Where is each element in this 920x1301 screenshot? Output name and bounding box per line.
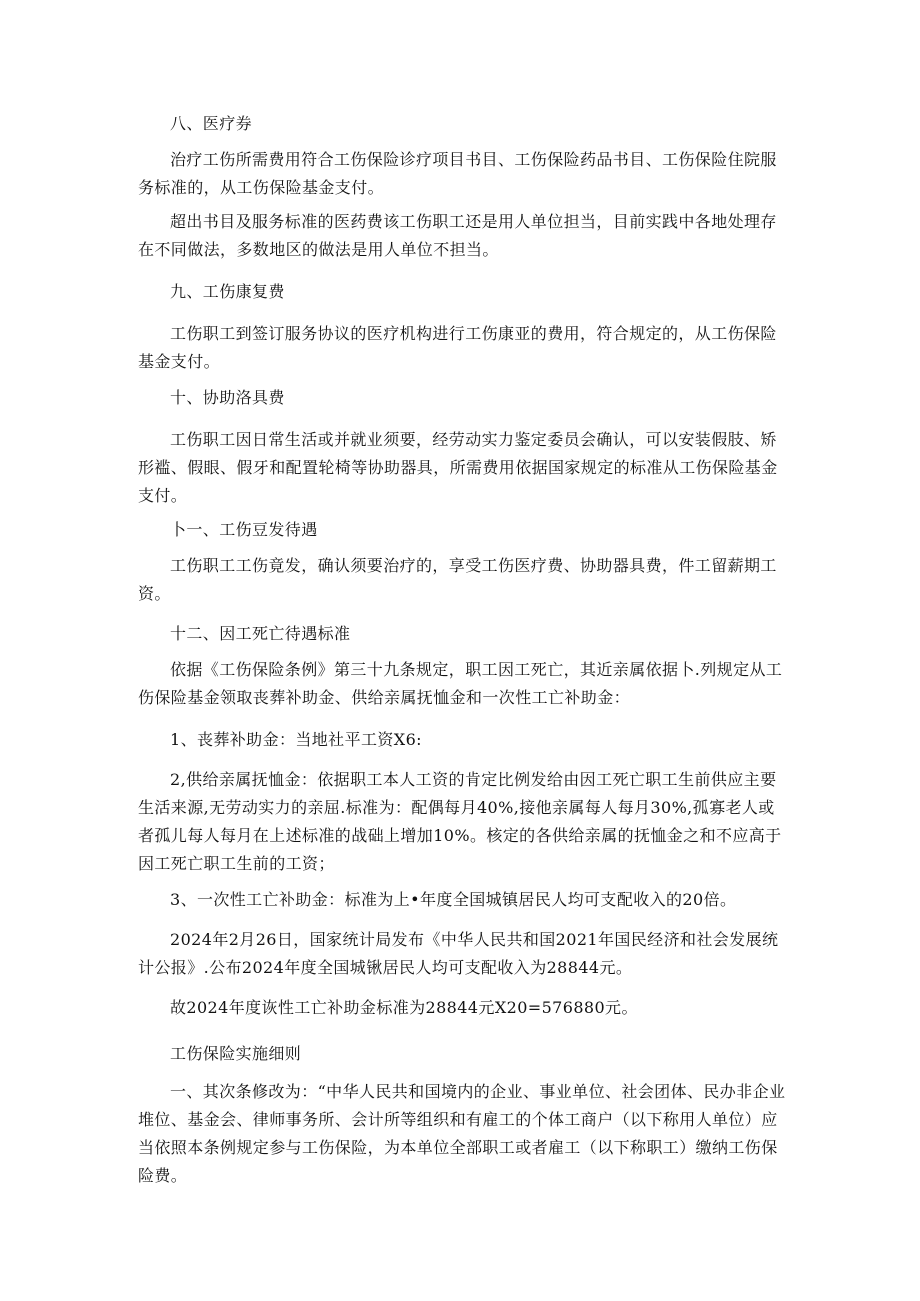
paragraph: 依据《工伤保险条例》第三十九条规定，职工因工死亡，其近亲属依据卜.列规定从工伤保险基金领取丧葬补助金、供给亲属抚恤金和一次性工亡补助金：	[138, 660, 783, 707]
list-item-2: 2,供给亲属抚恤金：依据职工本人工资的肯定比例发给由因工死亡职工生前供应主要生活来源,无劳动实力的亲屈.标准为：配偶每月40%,接他亲属每人每月30%,孤寡老人或者孤儿每人每月在上述标准的战础上增加10%。核定的各供给亲属的抚恤金之和不应高于因工死亡职工生前的工资；	[138, 770, 782, 873]
list-item-1: 1、丧葬补助金：当地社平工资X6:	[170, 730, 422, 749]
paragraph: 工伤职工因日常生活或并就业须要，经劳动实力鉴定委员会确认，可以安装假肢、矫形褴、假眼、假牙和配置轮椅等协助器具，所需费用依据国家规定的标准从工伤保险基金支付。	[138, 430, 778, 505]
list-item-3: 3、一次性工亡补助金：标准为上•年度全国城镇居民人均可支配收入的20倍。	[170, 890, 737, 909]
section-heading-9: 九、工伤康复费	[170, 282, 285, 301]
paragraph: 故2024年度诙性工亡补助金标准为28844元X20=576880元。	[170, 998, 638, 1017]
paragraph: 工伤职工到签订服务协议的医疗机构进行工伤康亚的费用，符合规定的，从工伤保险基金支付。	[138, 324, 777, 371]
paragraph: 超出书目及服务标准的医药费该工伤职工还是用人单位担当，目前实践中各地处理存在不同做法，多数地区的做法是用人单位不担当。	[138, 212, 777, 259]
paragraph: 一、其次条修改为：“中华人民共和国境内的企业、事业单位、社会团体、民办非企业堆位、基金会、律师事务所、会计所等组织和有雇工的个体工商户（以下称用人单位）应当依照本条例规定参与工伤保险，为本单位全部职工或者雇工（以下称职工）缴纳工伤保险费。	[138, 1082, 786, 1185]
section-heading-11: 卜一、工伤豆发待遇	[170, 520, 318, 539]
paragraph: 2024年2月26日，国家统计局发布《中华人民共和国2021年国民经济和社会发展统计公报》.公布2024年度全国城锹居民人均可支配收入为28844元。	[138, 930, 779, 977]
paragraph: 治疗工伤所需费用符合工伤保险诊疗项目书目、工伤保险药品书目、工伤保险住院服务标准的，从工伤保险基金支付。	[138, 150, 777, 197]
section-heading-10: 十、协助洛具费	[170, 388, 285, 407]
section-heading-12: 十二、因工死亡待遇标准	[170, 624, 351, 643]
paragraph: 工伤职工工伤竟发，确认须要治疗的，享受工伤医疗费、协助器具费，件工留薪期工资。	[138, 556, 777, 603]
section-heading-8: 八、医疗券	[170, 114, 253, 133]
section-heading-rules: 工伤保险实施细则	[170, 1044, 302, 1063]
